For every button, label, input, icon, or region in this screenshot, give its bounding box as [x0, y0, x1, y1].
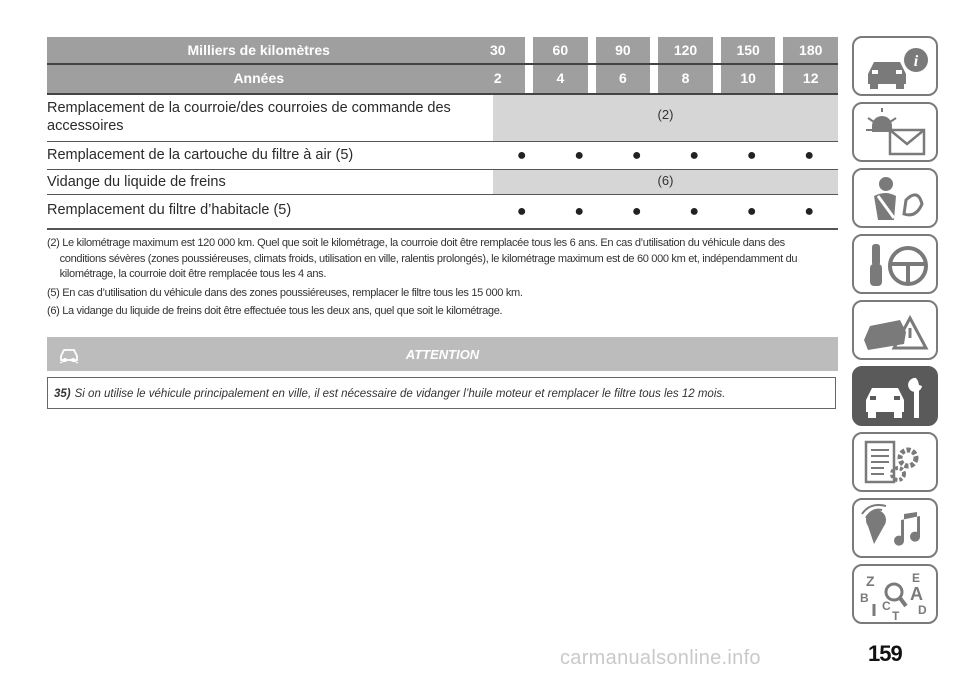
sidebar-tab-technical-data[interactable] [852, 432, 938, 492]
car-maintenance-icon [860, 372, 932, 422]
header-km-180: 180 [775, 37, 838, 63]
check-dot: ● [516, 147, 527, 164]
dot-cells [493, 195, 838, 228]
table-row [47, 95, 838, 142]
sidebar-tab-index[interactable] [852, 564, 938, 624]
sidebar-tab-starting-driving[interactable] [852, 234, 938, 294]
footnote-5: (5) En cas d’utilisation du véhicule dans des zones poussiéreuses, remplacer le filtre tous les 15 000 km. [47, 286, 523, 299]
seatbelt-airbag-icon [860, 174, 932, 224]
header-years-label: Années [233, 70, 285, 86]
index-letter: Z [866, 573, 875, 589]
task-label: Remplacement de la cartouche du filtre à air (5) [47, 147, 354, 163]
check-dot: ● [804, 147, 815, 164]
index-letter: C [882, 599, 891, 613]
attention-title: ATTENTION [405, 347, 480, 362]
header-year-6: 6 [588, 65, 651, 93]
index-letter: D [918, 603, 927, 617]
multimedia-icon [860, 504, 932, 554]
task-label: Remplacement de la courroie/des courroies de commande des accessoires [47, 100, 451, 134]
header-year-4: 4 [525, 65, 588, 93]
header-km-label: Milliers de kilomètres [187, 42, 330, 58]
task-label: Vidange du liquide de freins [47, 174, 226, 190]
check-dot: ● [516, 203, 527, 220]
check-dot: ● [804, 203, 815, 220]
sidebar-tab-maintenance[interactable] [852, 366, 938, 426]
sidebar-tab-warnings[interactable] [852, 102, 938, 162]
check-dot: ● [689, 147, 700, 164]
header-year-12: 12 [775, 65, 838, 93]
attention-text: Si on utilise le véhicule principalement en ville, il est nécessaire de vidanger l’huile moteur et remplacer le filtre tous les 12 mois. [74, 388, 726, 400]
header-year-2: 2 [493, 70, 502, 86]
header-km-120: 120 [650, 37, 713, 63]
index-letter: T [892, 609, 900, 620]
check-dot: ● [631, 147, 642, 164]
header-row-km [47, 37, 838, 65]
attention-header [47, 337, 838, 371]
header-year-10: 10 [713, 65, 776, 93]
watermark: carmanualsonline.info [560, 647, 761, 669]
footnotes [47, 236, 815, 323]
sidebar-tab-multimedia[interactable] [852, 498, 938, 558]
task-label: Remplacement du filtre d’habitacle (5) [47, 202, 292, 218]
technical-specs-icon [860, 438, 932, 488]
page-number: 159 [868, 641, 902, 666]
footnote-2: (2) Le kilométrage maximum est 120 000 km. Quel que soit le kilométrage, la courroie doit être remplacée tous les 6 ans. En cas d’utilisation du véhicule dans des conditions sévères (zones poussiéreuses, climats froids, utilisation en ville, ralentis prolongés), le kilométrage maximum est de 60 000 km et, indépendamment du kilométrage, la courroie doit être remplacée tous les 4 ans. [47, 237, 798, 280]
span-note-cell: (2) [493, 95, 838, 141]
dot-cells [493, 142, 838, 169]
index-letter: A [910, 584, 923, 604]
header-year-8: 8 [650, 65, 713, 93]
check-dot: ● [574, 203, 585, 220]
header-km-60: 60 [525, 37, 588, 63]
footnote-6: (6) La vidange du liquide de freins doit être effectuée tous les deux ans, quel que soit le kilométrage. [47, 305, 503, 317]
check-dot: ● [574, 147, 585, 164]
index-letter: E [912, 571, 921, 585]
check-dot: ● [689, 203, 700, 220]
index-letter: B [860, 591, 869, 605]
warning-light-message-icon [860, 108, 932, 158]
attention-number: 35) [54, 388, 71, 400]
header-km-150: 150 [713, 37, 776, 63]
table-row [47, 142, 838, 170]
attention-body [47, 377, 836, 409]
check-dot: ● [746, 147, 757, 164]
check-dot: ● [746, 203, 757, 220]
table-row [47, 195, 838, 230]
maintenance-table [47, 37, 838, 230]
header-km-90: 90 [588, 37, 651, 63]
check-dot: ● [631, 203, 642, 220]
svg-text:i: i [913, 53, 919, 70]
sidebar-tab-emergency[interactable] [852, 300, 938, 360]
span-note-cell: (6) [493, 170, 838, 194]
key-steering-wheel-icon [860, 240, 932, 290]
alphabetical-index-icon [860, 570, 932, 620]
car-info-icon [860, 42, 932, 92]
sidebar-tab-safety[interactable] [852, 168, 938, 228]
table-row [47, 170, 838, 195]
header-row-years [47, 65, 838, 95]
header-km-30: 30 [489, 42, 506, 58]
emergency-breakdown-icon [860, 306, 932, 356]
sidebar-tab-car-info[interactable] [852, 36, 938, 96]
